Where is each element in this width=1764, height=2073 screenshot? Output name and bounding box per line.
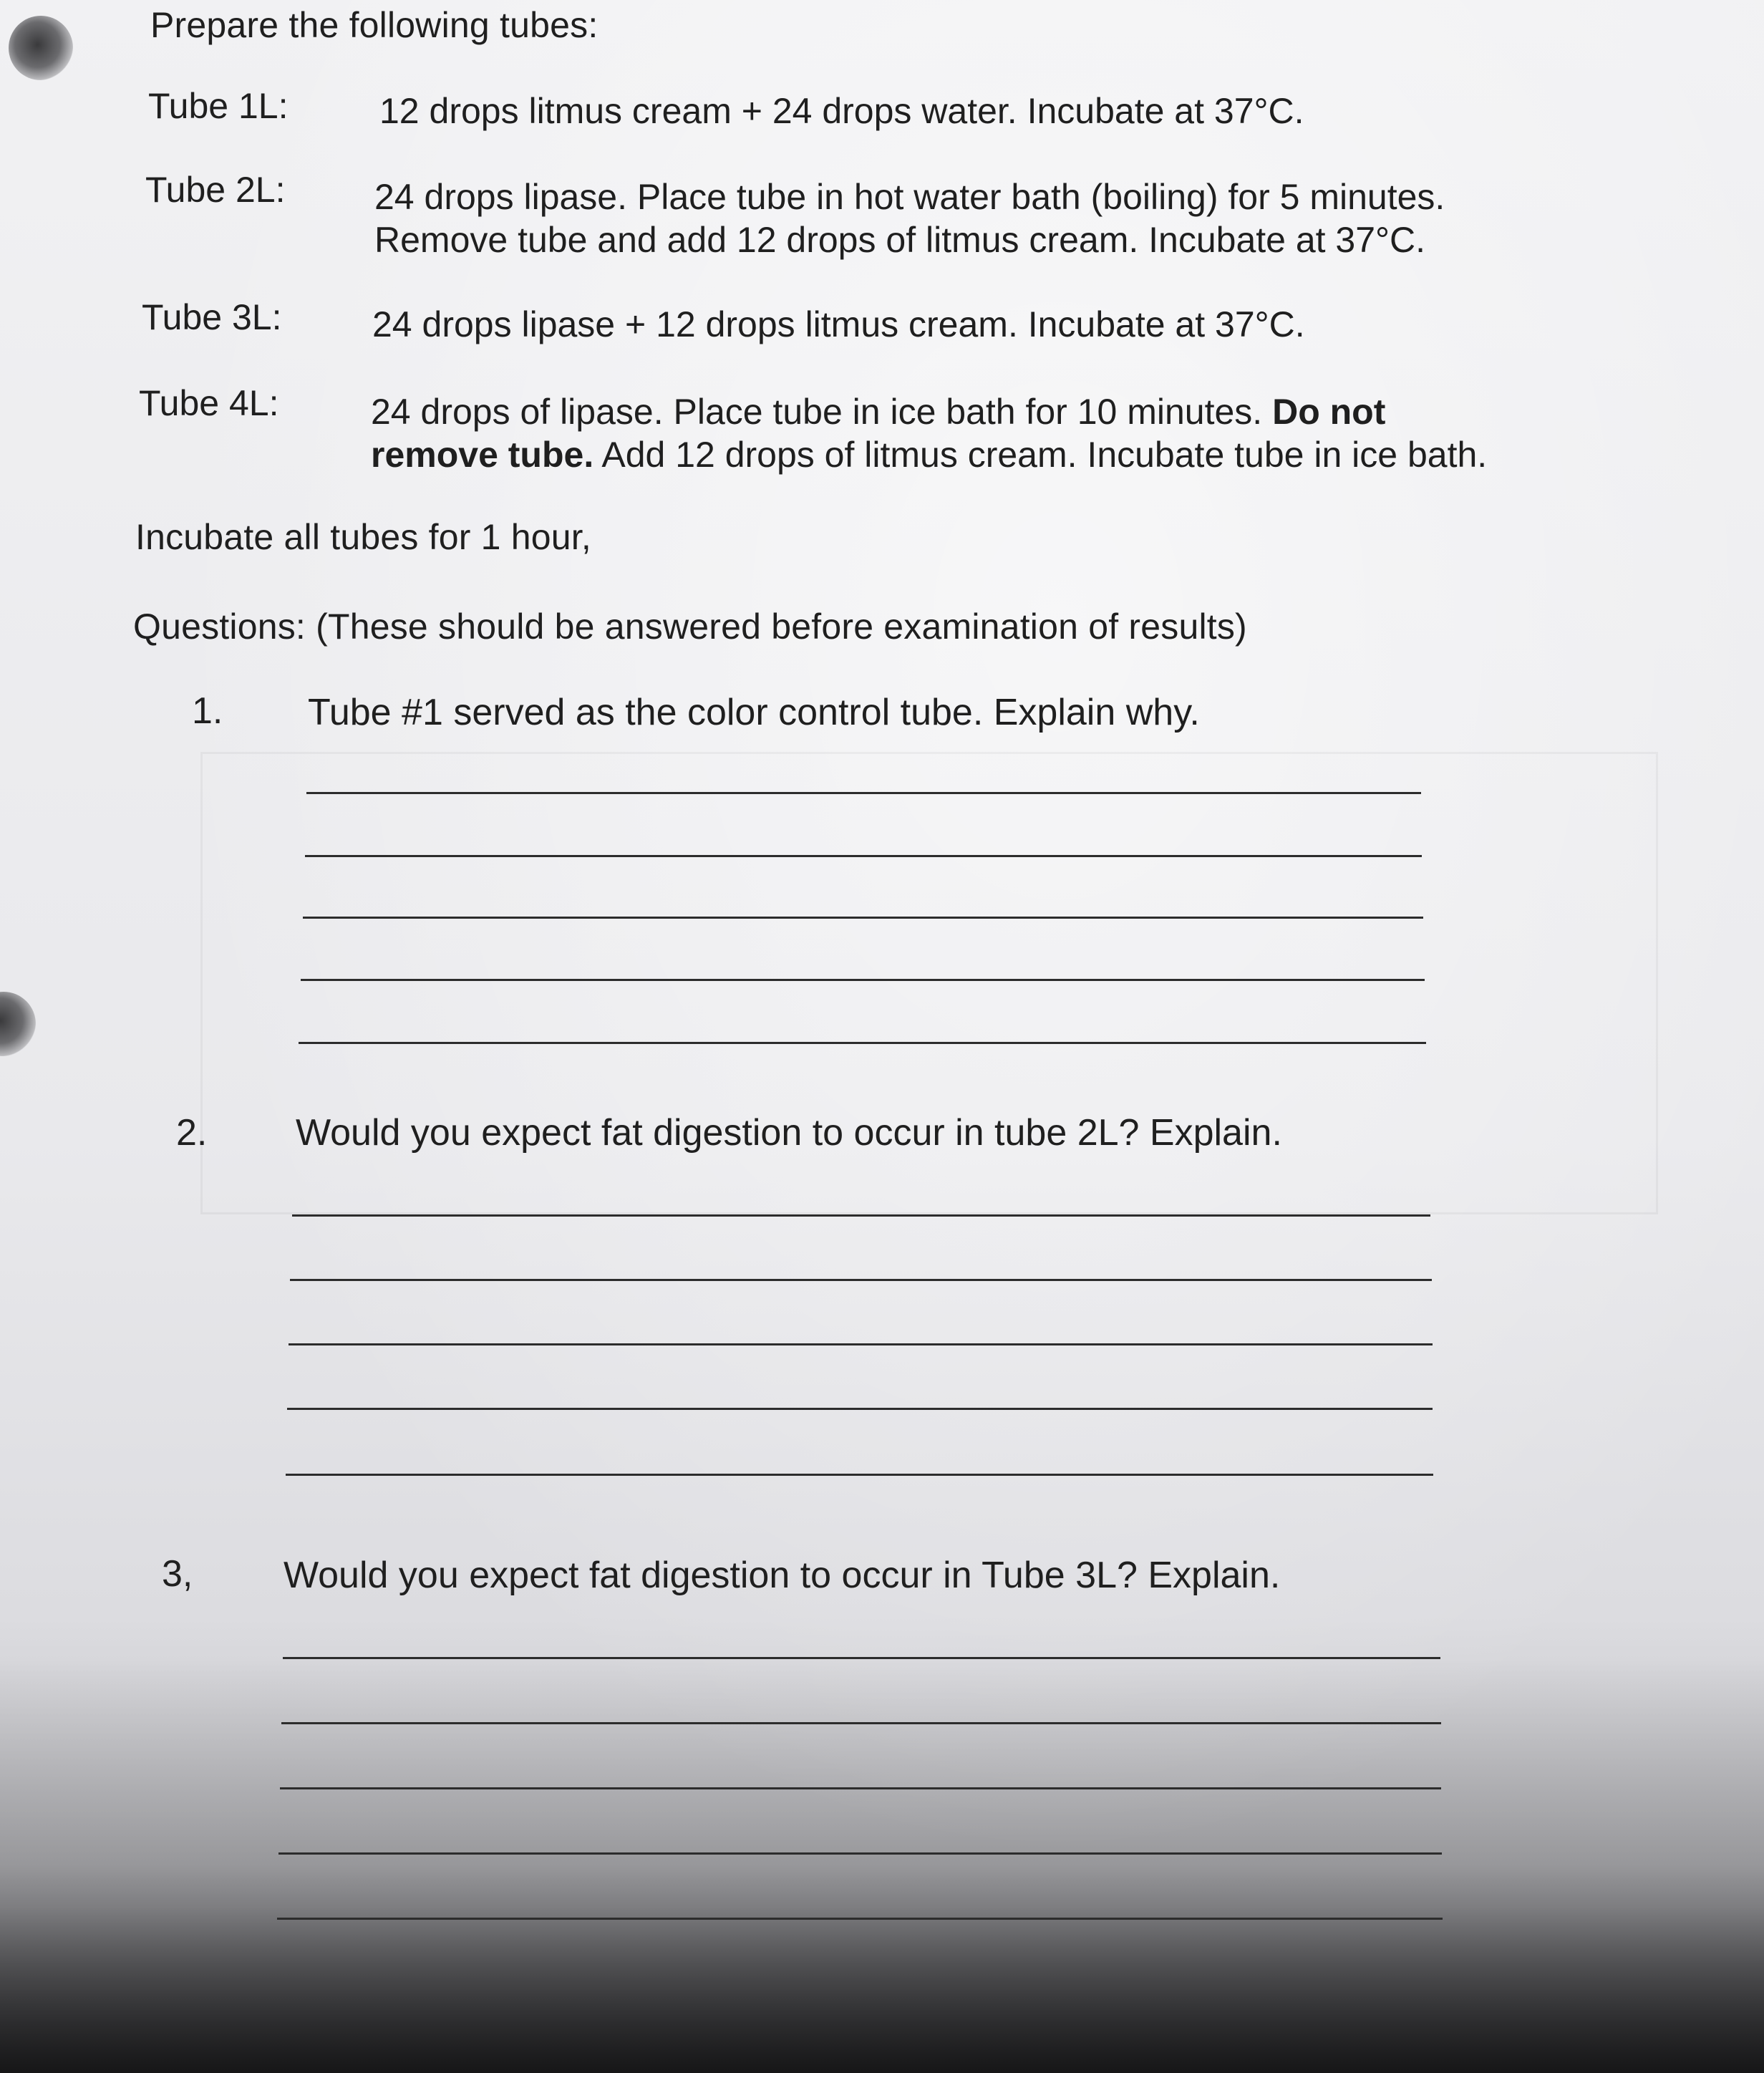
tube-3l-instruction: 24 drops lipase + 12 drops litmus cream. Incubate at 37°C. (372, 304, 1305, 344)
tube-3l-label: Tube 3L: (142, 297, 282, 337)
question-3-text: Would you expect fat digestion to occur in Tube 3L? Explain. (284, 1555, 1281, 1596)
punch-hole-middle (0, 992, 36, 1056)
question-1-answer-line-4 (301, 979, 1425, 981)
tube-1l-instruction: 12 drops litmus cream + 24 drops water. Incubate at 37°C. (379, 91, 1304, 131)
tube-4l-instruction-line-2 (371, 433, 1487, 476)
punch-hole-top (9, 16, 73, 80)
tube-4l-line-1-bold: Do not (1272, 392, 1386, 432)
question-3-number: 3, (162, 1553, 193, 1595)
page-header: Prepare the following tubes: (150, 5, 598, 45)
question-3-answer-line-1 (283, 1657, 1440, 1659)
tube-2l-instruction-line-2: Remove tube and add 12 drops of litmus cream. Incubate at 37°C. (374, 220, 1426, 260)
question-2-answer-line-1 (292, 1214, 1430, 1217)
incubate-note: Incubate all tubes for 1 hour, (135, 517, 591, 557)
question-1-number: 1. (192, 690, 223, 732)
question-1-answer-line-3 (303, 917, 1423, 919)
tube-4l-line-2-bold: remove tube. (371, 435, 594, 475)
question-2-text: Would you expect fat digestion to occur in tube 2L? Explain. (296, 1112, 1282, 1154)
tube-1l-label: Tube 1L: (148, 86, 289, 126)
question-2-number: 2. (176, 1112, 208, 1154)
tube-2l-label: Tube 2L: (145, 170, 286, 210)
question-2-answer-line-3 (289, 1343, 1433, 1345)
question-1-answer-line-1 (306, 792, 1421, 794)
question-1-text: Tube #1 served as the color control tube. Explain why. (308, 692, 1200, 733)
question-1-answer-line-2 (305, 855, 1422, 857)
question-2-answer-line-5 (286, 1474, 1433, 1476)
questions-header: Questions: (These should be answered before examination of results) (133, 607, 1247, 647)
tube-4l-instruction-line-1 (371, 390, 1385, 433)
question-3-answer-line-2 (281, 1722, 1441, 1724)
question-2-answer-line-4 (287, 1408, 1433, 1410)
question-3-answer-line-5 (277, 1918, 1443, 1920)
question-2-answer-line-2 (290, 1279, 1432, 1281)
tube-2l-instruction-line-1: 24 drops lipase. Place tube in hot water bath (boiling) for 5 minutes. (374, 177, 1445, 217)
tube-4l-line-2-text: Add 12 drops of litmus cream. Incubate tube in ice bath. (593, 435, 1488, 475)
tube-4l-label: Tube 4L: (139, 383, 279, 423)
tube-4l-line-1-text: 24 drops of lipase. Place tube in ice bath for 10 minutes. (371, 392, 1273, 432)
question-3-answer-line-4 (278, 1852, 1442, 1855)
question-3-answer-line-3 (280, 1787, 1441, 1789)
question-1-answer-line-5 (299, 1042, 1426, 1044)
